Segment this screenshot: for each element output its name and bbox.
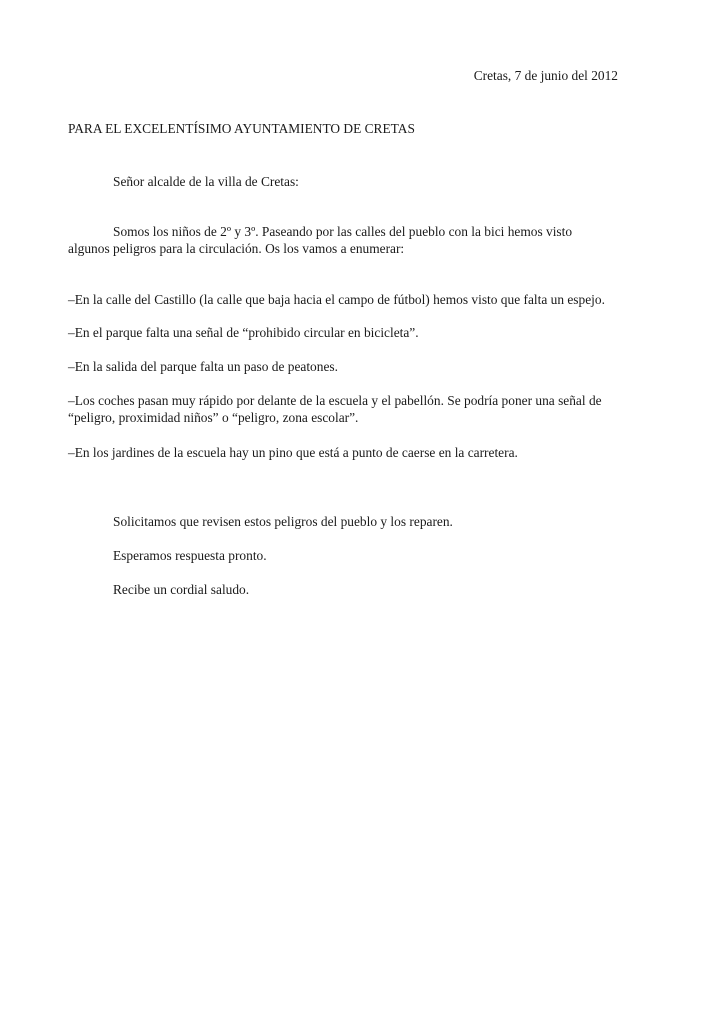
intro-line-2: algunos peligros para la circulación. Os los vamos a enumerar:	[68, 241, 405, 256]
letter-farewell: Recibe un cordial saludo.	[113, 582, 250, 597]
hazard-item-paso-peatones	[68, 358, 668, 375]
hazard-item-text: –En el parque falta una señal de “prohibido circular en bicicleta”.	[68, 325, 419, 340]
letter-awaiting: Esperamos respuesta pronto.	[113, 548, 267, 563]
letter-intro	[68, 223, 668, 257]
hazard-item-text: –En los jardines de la escuela hay un pino que está a punto de caerse en la carretera.	[68, 445, 518, 460]
hazard-item-coches	[68, 392, 668, 426]
letter-recipient: PARA EL EXCELENTÍSIMO AYUNTAMIENTO DE CRETAS	[68, 121, 415, 136]
letter-date: Cretas, 7 de junio del 2012	[473, 68, 618, 83]
letter-request: Solicitamos que revisen estos peligros del pueblo y los reparen.	[113, 514, 453, 529]
letter-salutation: Señor alcalde de la villa de Cretas:	[113, 174, 299, 189]
hazard-item-text: –En la calle del Castillo (la calle que baja hacia el campo de fútbol) hemos visto que falta un espejo.	[68, 292, 605, 307]
hazard-item-text: –Los coches pasan muy rápido por delante de la escuela y el pabellón. Se podría poner una señal de	[68, 393, 602, 408]
hazard-item-castillo	[68, 291, 668, 308]
hazard-item-text-continued: “peligro, proximidad niños” o “peligro, zona escolar”.	[68, 410, 359, 425]
hazard-item-text: –En la salida del parque falta un paso de peatones.	[68, 359, 338, 374]
hazard-item-parque-senal	[68, 324, 668, 341]
hazard-item-pino	[68, 444, 668, 461]
intro-line-1: Somos los niños de 2º y 3º. Paseando por las calles del pueblo con la bici hemos visto	[113, 224, 573, 239]
